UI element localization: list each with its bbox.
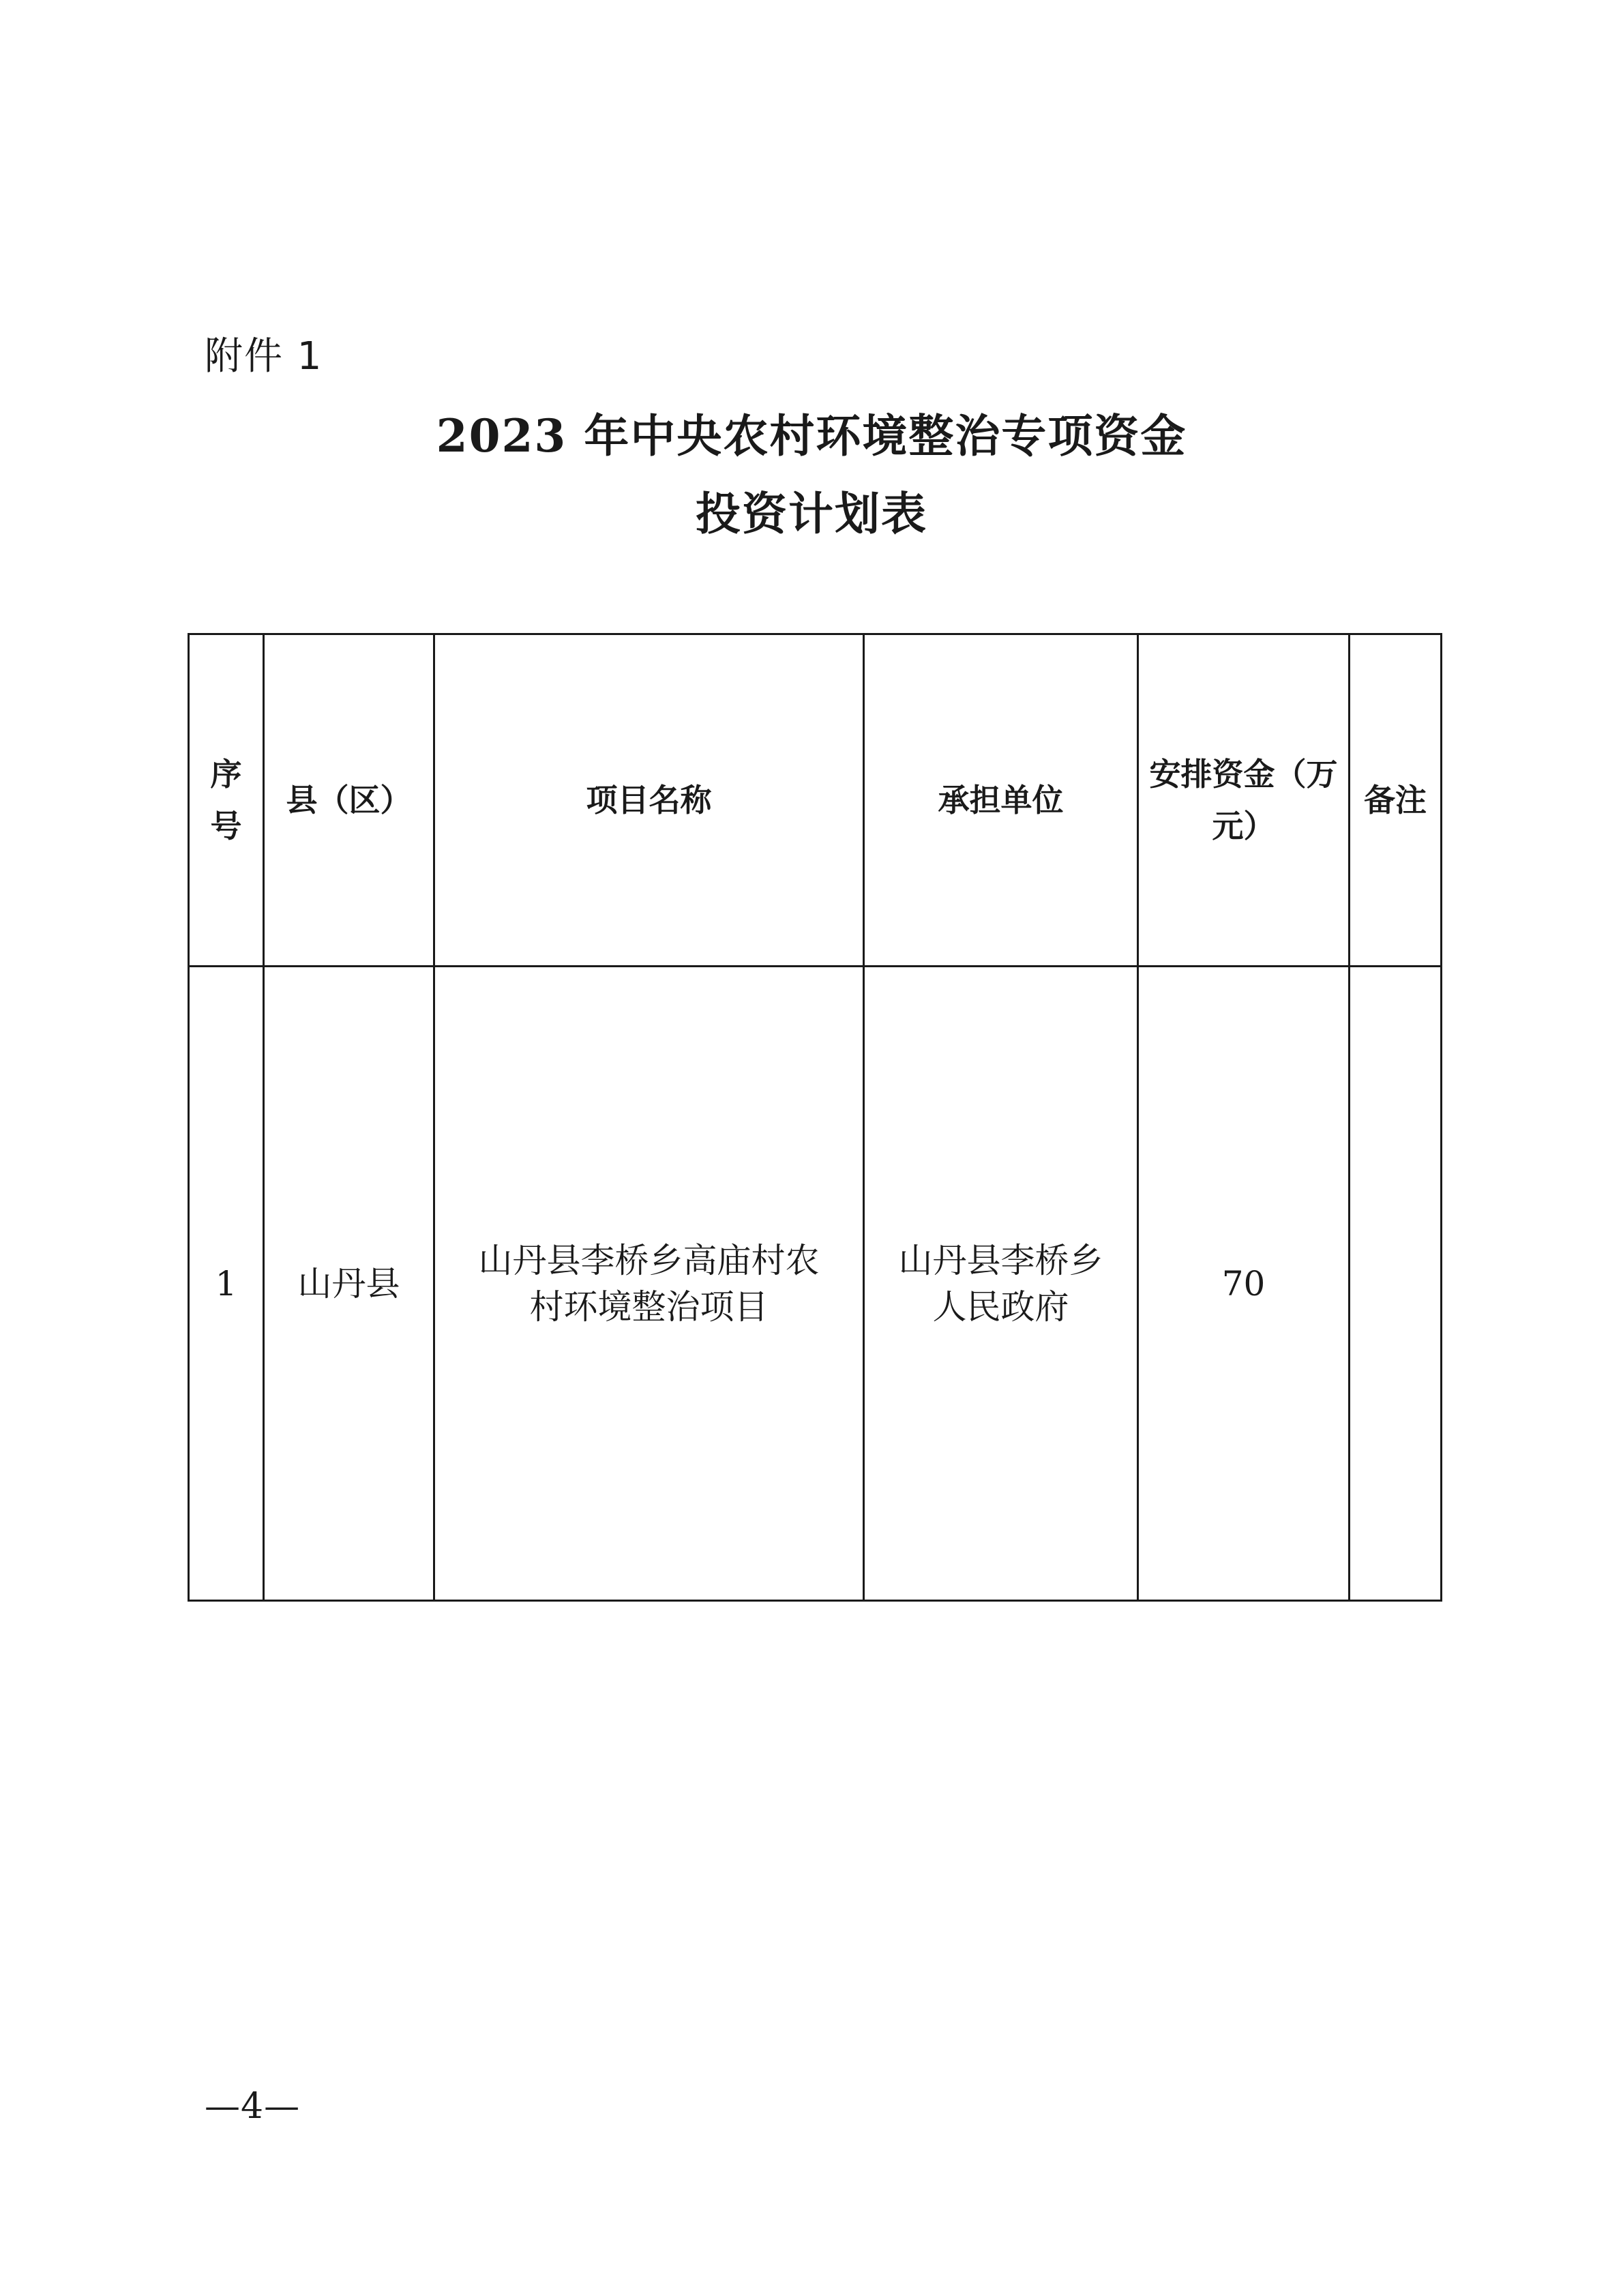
cell-remarks — [1350, 967, 1442, 1601]
cell-seq: 1 — [189, 967, 264, 1601]
cell-county: 山丹县 — [264, 967, 434, 1601]
table-header-row — [189, 634, 1442, 967]
document-title: 2023 年中央农村环境整治专项资金 — [436, 409, 1187, 462]
table-row — [189, 967, 1442, 1601]
investment-plan-table — [188, 633, 1442, 1602]
cell-funds: 70 — [1138, 967, 1350, 1601]
cell-project-name: 山丹县李桥乡高庙村农村环境整治项目 — [434, 967, 864, 1601]
header-remarks: 备注 — [1350, 634, 1442, 967]
cell-unit: 山丹县李桥乡人民政府 — [864, 967, 1138, 1601]
attachment-label: 附件 1 — [205, 334, 323, 379]
document-subtitle: 投资计划表 — [696, 487, 927, 540]
header-funds: 安排资金（万元） — [1138, 634, 1350, 967]
header-county: 县（区） — [264, 634, 434, 967]
header-seq: 序号 — [189, 634, 264, 967]
header-project-name: 项目名称 — [434, 634, 864, 967]
header-unit: 承担单位 — [864, 634, 1138, 967]
page-number: —4— — [205, 2086, 301, 2127]
